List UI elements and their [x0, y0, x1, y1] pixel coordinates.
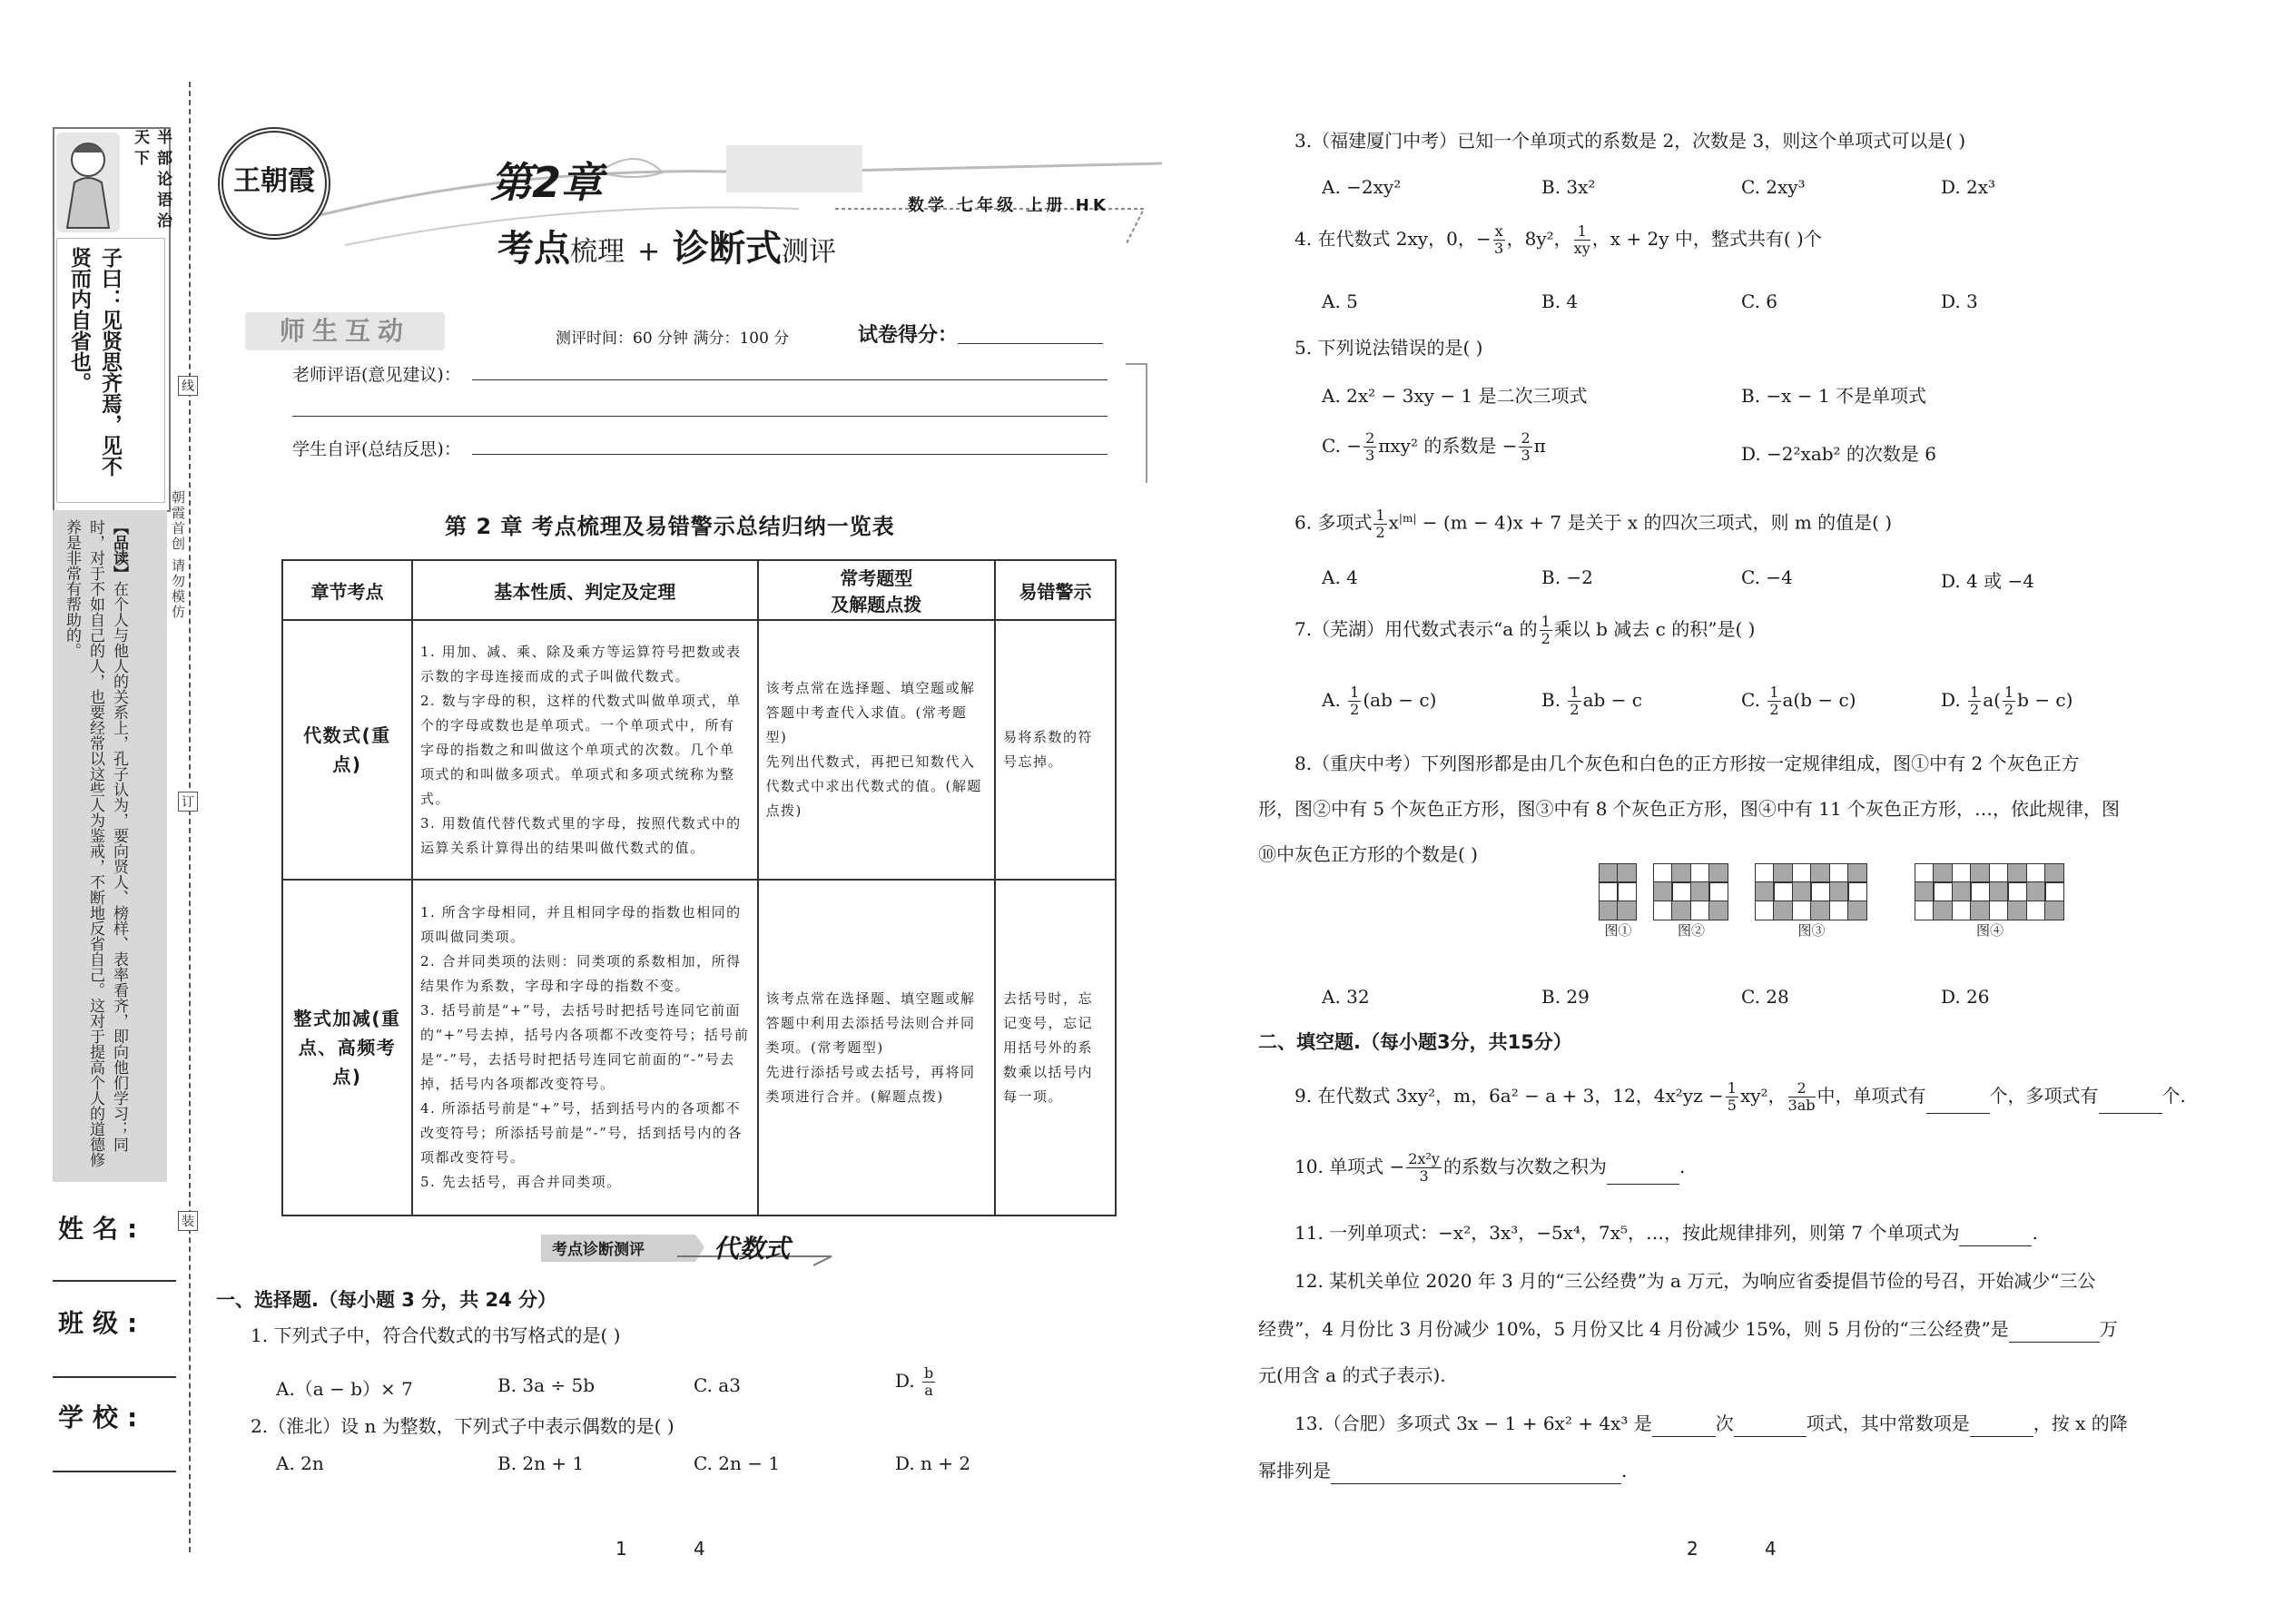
q9-c: 中，单项式有 — [1816, 1085, 1926, 1107]
frac-den: 3ab — [1787, 1097, 1816, 1114]
gray-square — [1915, 881, 1935, 901]
q7-option-d[interactable] — [1941, 684, 2072, 718]
gray-square — [2007, 901, 2027, 920]
q1-option-d-label: D. — [895, 1370, 915, 1392]
frac-den: 3 — [1494, 240, 1504, 257]
q8-figure-4 — [1915, 864, 2064, 940]
q1-option-a[interactable]: A.（a − b）× 7 — [276, 1378, 413, 1400]
q3-option-d[interactable]: D. 2x³ — [1941, 176, 1996, 198]
q9-blank-2[interactable] — [2099, 1086, 2162, 1114]
q8-option-d[interactable]: D. 26 — [1941, 986, 1990, 1008]
q6-stem-a: 6. 多项式 — [1295, 511, 1373, 534]
q13-blank-1[interactable] — [1652, 1409, 1716, 1437]
q1-option-d[interactable] — [895, 1365, 937, 1399]
q12-line3: 元(用含 a 的式子表示). — [1258, 1364, 1446, 1386]
part1-heading: 一、选择题.（每小题 3 分，共 24 分） — [216, 1289, 557, 1311]
gray-square — [1671, 901, 1691, 920]
q9-a: 9. 在代数式 3xy²，m，6a² − a + 3，12，4x²yz − — [1295, 1085, 1724, 1107]
white-square — [1989, 863, 2009, 883]
frac-num: 1 — [1727, 1079, 1737, 1097]
score-field[interactable] — [958, 343, 1103, 344]
subtitle-shuli: 梳理 — [570, 236, 625, 268]
pindu-body: 在个人与他人的关系上，孔子认为，要向贤人、榜样、表率看齐，即向他们学习；同时，对于不如自己的人，也要经常以这些人为鉴戒，不断地反省自己。这对于提高个人的道德修养是非常有帮助的。 — [63, 519, 128, 1167]
gray-square — [2007, 863, 2027, 883]
frac-den: 2 — [1570, 701, 1580, 718]
q12-line2b: 万 — [2099, 1318, 2118, 1340]
q1-option-b[interactable]: B. 3a ÷ 5b — [497, 1374, 596, 1396]
pindu-label: 【品读】 — [110, 519, 128, 581]
col-header-warning: 易错警示 — [995, 560, 1116, 620]
q4-option-b[interactable]: B. 4 — [1541, 290, 1579, 312]
q8-option-a[interactable]: A. 32 — [1322, 986, 1370, 1008]
score-label: 试卷得分： — [858, 324, 959, 347]
q12-line2 — [1258, 1314, 2118, 1343]
q5-option-a[interactable]: A. 2x² − 3xy − 1 是二次三项式 — [1322, 385, 1588, 407]
chapter-title: 第2章 — [490, 158, 604, 207]
pindu-text — [60, 519, 131, 1173]
q7-b-frac — [1568, 684, 1580, 718]
q13-blank-4[interactable] — [1331, 1456, 1621, 1484]
gray-square — [1847, 863, 1867, 883]
white-square — [1755, 863, 1775, 883]
frac-den: 3 — [1365, 447, 1375, 464]
q7-stem-b: 乘以 b 减去 c 的积”是( ) — [1553, 618, 1756, 640]
q4-option-c[interactable]: C. 6 — [1741, 290, 1778, 312]
decor-bracket — [1126, 363, 1147, 483]
table-title: 第 2 章 考点梳理及易错警示总结归纳一览表 — [445, 514, 895, 539]
white-square — [1952, 863, 1972, 883]
q2-option-d[interactable]: D. n + 2 — [895, 1452, 971, 1474]
student-comment-label: 学生自评(总结反思)： — [292, 439, 461, 459]
gray-square — [1755, 881, 1775, 901]
q7-option-b[interactable] — [1541, 684, 1642, 718]
frac-num: 1 — [1570, 684, 1580, 701]
school-label: 学校: — [58, 1403, 147, 1432]
gray-square — [1933, 901, 1953, 920]
q4-stem-b: ，8y²， — [1506, 228, 1572, 250]
q7-d-label: D. — [1941, 689, 1961, 711]
white-square — [1617, 881, 1637, 901]
fig-label: 图① — [1604, 921, 1632, 939]
gray-square — [2044, 863, 2064, 883]
q2-option-a[interactable]: A. 2n — [276, 1452, 324, 1474]
q9-frac-1 — [1726, 1080, 1738, 1114]
brand-logo — [218, 127, 330, 240]
page-subtitle — [497, 220, 836, 271]
q7-frac — [1540, 614, 1552, 647]
frac-den: xy — [1573, 240, 1590, 257]
subtitle-ceping: 测评 — [782, 236, 837, 268]
col-header-topic: 章节考点 — [282, 560, 412, 620]
gray-square — [1653, 881, 1673, 901]
q5-frac-2 — [1519, 430, 1531, 464]
white-square — [1847, 881, 1867, 901]
q13-a: 13.（合肥）多项式 3x − 1 + 6x² + 4x³ 是 — [1295, 1412, 1652, 1434]
row-topic: 整式加减(重点、高频考点) — [282, 880, 412, 1216]
frac-den: 2 — [2004, 701, 2014, 718]
frac-den: 3 — [1419, 1167, 1429, 1185]
q6-sup: |m| — [1398, 512, 1417, 525]
interaction-badge: 师生互动 — [245, 312, 445, 350]
row-properties: 1. 用加、减、乘、除及乘方等运算符号把数或表示数的字母连接而成的式子叫做代数式。 2. 数与字母的积，这样的代数式叫做单项式，单个的字母或数也是单项式。一个单项式中，所有字母的指数之和叫做这个单项式的次数。几个单项式的和叫做多项式。单项式和多项式统称为整式。 3. 用数值代替代数式里的字母，按照代数式中的运算关系计算得出的结果叫做代数式的值。 — [412, 620, 758, 880]
logo-text: 王朝霞 — [233, 165, 315, 197]
page-number-right-a: 2 — [1687, 1538, 1698, 1560]
q11-blank[interactable] — [1959, 1218, 2032, 1246]
fig-label: 图③ — [1797, 921, 1826, 939]
q10-a: 10. 单项式 − — [1295, 1156, 1405, 1177]
page-number-left-a: 1 — [615, 1538, 627, 1560]
row-tips: 该考点常在选择题、填空题或解答题中利用去添括号法则合并同类项。(常考题型) 先进行添括号或去括号，再将同类项进行合并。(解题点拨) — [758, 880, 995, 1216]
q9-d: 个，多项式有 — [1989, 1085, 2099, 1107]
white-square — [1970, 881, 1990, 901]
gray-square — [1829, 881, 1849, 901]
gray-square — [1952, 881, 1972, 901]
q13-blank-3[interactable] — [1970, 1409, 2033, 1437]
q13-e: 幂排列是 — [1258, 1460, 1331, 1481]
frac-num: 2x²y — [1408, 1150, 1440, 1167]
frac-num: 2 — [1788, 1080, 1816, 1097]
q5-c-a: C. − — [1322, 435, 1363, 457]
gray-square — [1810, 901, 1830, 920]
white-square — [1792, 901, 1812, 920]
q8-line1: 8.（重庆中考）下列图形都是由几个灰色和白色的正方形按一定规律组成，图①中有 2 个灰色正方 — [1295, 753, 2080, 774]
gray-square — [1773, 863, 1793, 883]
q1-option-d-frac — [922, 1365, 935, 1399]
white-square — [1952, 901, 1972, 920]
q7-d-frac-2 — [2003, 684, 2015, 718]
student-comment-field[interactable] — [472, 454, 1108, 455]
white-square — [1755, 901, 1775, 920]
q6-option-c[interactable]: C. −4 — [1741, 566, 1793, 588]
q2-option-b[interactable]: B. 2n + 1 — [497, 1452, 585, 1474]
frac-den: 2 — [1350, 701, 1360, 718]
gray-square — [1617, 863, 1637, 883]
gray-square — [1708, 863, 1728, 883]
q7-option-a[interactable] — [1322, 684, 1436, 718]
white-square — [1829, 863, 1849, 883]
teacher-comment-label: 老师评语(意见建议)： — [292, 365, 461, 385]
name-label: 姓名: — [58, 1214, 147, 1244]
white-square — [1653, 901, 1673, 920]
teacher-comment-field[interactable] — [472, 379, 1108, 380]
frac-num: 1 — [1769, 684, 1779, 701]
cut-mark-xian: 线 — [178, 376, 198, 396]
section-banner-topic: 代数式 — [714, 1234, 791, 1264]
q8-line2: 形，图②中有 5 个灰色正方形，图③中有 8 个灰色正方形，图④中有 11 个灰色正方形，…，依此规律，图 — [1258, 798, 2121, 820]
white-square — [1792, 863, 1812, 883]
row-tips: 该考点常在选择题、填空题或解答题中考查代入求值。(常考题型) 先列出代数式，再把已知数代入代数式中求出代数式的值。(解题点拨) — [758, 620, 995, 880]
q8-figure-2 — [1654, 864, 1728, 940]
section-banner — [541, 1229, 841, 1267]
summary-table — [281, 559, 1117, 1216]
copyright-warning: 朝霞首创 请勿模仿 — [170, 490, 186, 620]
col-header-properties: 基本性质、判定及定理 — [412, 560, 758, 620]
q7-c-body: a(b − c) — [1782, 689, 1856, 711]
q11-stem — [1295, 1218, 2038, 1246]
gray-square — [1708, 901, 1728, 920]
white-square — [1690, 901, 1710, 920]
white-square — [1708, 881, 1728, 901]
table-row — [282, 620, 1116, 880]
q12-blank[interactable] — [2009, 1314, 2100, 1343]
q8-option-b[interactable]: B. 29 — [1541, 986, 1590, 1008]
exam-info: 测评时间：60 分钟 满分：100 分 — [556, 330, 790, 348]
q7-stem-a: 7.（芜湖）用代数式表示“a 的 — [1295, 618, 1538, 640]
gray-square — [1792, 881, 1812, 901]
q6-option-b[interactable]: B. −2 — [1541, 566, 1593, 588]
q7-a-body: (ab − c) — [1363, 689, 1437, 711]
q13-b: 次 — [1715, 1412, 1734, 1434]
fig-label: 图② — [1677, 921, 1705, 939]
grade-meta: 数学 七年级 上册 HK — [908, 196, 1109, 215]
q7-c-label: C. — [1741, 689, 1760, 711]
frac-num: x — [1494, 222, 1503, 240]
q3-option-b[interactable]: B. 3x² — [1541, 176, 1596, 198]
row-topic: 代数式(重点) — [282, 620, 412, 880]
q1-option-c[interactable]: C. a3 — [694, 1374, 741, 1396]
gray-square — [1617, 901, 1637, 920]
gray-square — [1810, 863, 1830, 883]
q7-option-c[interactable] — [1741, 684, 1856, 718]
q9-b: xy²， — [1739, 1085, 1787, 1107]
q5-c-b: πxy² 的系数是 − — [1378, 435, 1518, 457]
class-field[interactable] — [53, 1376, 176, 1378]
table-header-row — [282, 560, 1116, 620]
q13-line2 — [1258, 1456, 1627, 1484]
white-square — [1671, 881, 1691, 901]
cut-mark-zhuang: 装 — [178, 1211, 198, 1231]
q7-a-label: A. — [1322, 689, 1341, 711]
q5-stem: 5. 下列说法错误的是( ) — [1295, 337, 1483, 359]
q5-option-c[interactable] — [1322, 430, 1546, 464]
q10-frac — [1406, 1151, 1442, 1185]
q13-d: ，按 x 的降 — [2033, 1412, 2128, 1434]
subtitle-plus: + — [636, 236, 661, 268]
frac-den: 5 — [1727, 1097, 1737, 1114]
frac-den: a — [924, 1382, 933, 1399]
q5-c-c: π — [1533, 435, 1546, 457]
row-warning: 去括号时，忘记变号，忘记用括号外的系数乘以括号内每一项。 — [995, 880, 1116, 1216]
name-field[interactable] — [53, 1280, 176, 1282]
q6-stem-c: − (m − 4)x + 7 是关于 x 的四次三项式，则 m 的值是( ) — [1416, 511, 1893, 534]
q13-c: 项式，其中常数项是 — [1806, 1412, 1970, 1434]
q9-blank-1[interactable] — [1926, 1086, 1990, 1114]
frac-num: b — [924, 1364, 934, 1382]
q2-option-c[interactable]: C. 2n − 1 — [694, 1452, 781, 1474]
white-square — [1653, 863, 1673, 883]
section-banner-label: 考点诊断测评 — [552, 1241, 645, 1259]
q4-frac-1-xy — [1574, 223, 1590, 257]
q4-frac-x-3 — [1493, 223, 1505, 257]
gray-square — [1690, 881, 1710, 901]
q13-blank-2[interactable] — [1734, 1409, 1807, 1437]
gray-square — [1773, 901, 1793, 920]
q6-option-a[interactable]: A. 4 — [1322, 566, 1358, 588]
q7-d-body: a( — [1983, 689, 2001, 711]
q6-frac — [1373, 507, 1386, 541]
q11-b: . — [2032, 1222, 2038, 1244]
row-properties: 1. 所含字母相同，并且相同字母的指数也相同的项叫做同类项。 2. 合并同类项的法则：同类项的系数相加，所得结果作为系数，字母和字母的指数不变。 3. 括号前是“+”号，去括号时把括号连同它前面的“+”号去掉，括号内各项都不改变符号；括号前是“-”号，去括号时把括号连同它前面的“-”号去掉，括号内各项都改变符号。 4. 所添括号前是“+”号，括到括号内的各项都不改变符号；所添括号前是“-”号，括到括号内的各项都改变符号。 5. 先去括号，再合并同类项。 — [412, 880, 758, 1216]
table-row — [282, 880, 1116, 1216]
frac-den: 2 — [1541, 630, 1551, 647]
frac-num: 1 — [1350, 684, 1360, 701]
q2-stem: 2.（淮北）设 n 为整数，下列式子中表示偶数的是( ) — [251, 1415, 674, 1437]
white-square — [2044, 881, 2064, 901]
frac-num: 2 — [1521, 429, 1531, 447]
q10-c: . — [1679, 1156, 1686, 1177]
q8-figure-3 — [1756, 864, 1867, 940]
q7-a-frac — [1348, 684, 1361, 718]
frac-num: 2 — [1365, 429, 1375, 447]
frac-den: 2 — [1375, 523, 1385, 541]
confucius-illustration-icon — [56, 133, 120, 232]
frac-num: 1 — [1541, 613, 1551, 630]
q7-b-body: ab − c — [1582, 689, 1643, 711]
q4-stem — [1295, 223, 1822, 257]
q4-option-a[interactable]: A. 5 — [1322, 290, 1358, 312]
q4-option-d[interactable]: D. 3 — [1941, 290, 1978, 312]
gray-square — [1933, 863, 1953, 883]
teacher-comment-field-2[interactable] — [292, 416, 1108, 417]
part2-heading: 二、填空题.（每小题3分，共15分） — [1258, 1031, 1572, 1053]
gray-square — [1970, 901, 1990, 920]
q4-stem-a: 4. 在代数式 2xy，0，− — [1295, 228, 1492, 250]
gray-square — [1671, 863, 1691, 883]
white-square — [1915, 901, 1935, 920]
white-square — [1690, 863, 1710, 883]
q9-stem — [1295, 1080, 2186, 1114]
frac-den: 2 — [1970, 701, 1980, 718]
frac-num: 1 — [1970, 684, 1980, 701]
gray-square — [1847, 901, 1867, 920]
q10-b: 的系数与次数之积为 — [1442, 1156, 1607, 1177]
q13-f: . — [1621, 1460, 1628, 1481]
frac-den: 3 — [1521, 447, 1531, 464]
q13-line1 — [1295, 1409, 2128, 1437]
cut-mark-ding: 订 — [178, 792, 198, 812]
q6-stem-b: x — [1388, 511, 1399, 534]
white-square — [1599, 881, 1619, 901]
q10-stem — [1295, 1151, 1685, 1185]
gray-square — [1599, 901, 1619, 920]
confucius-quote: 子曰：见贤思齐焉，见不贤而内自省也。 — [67, 247, 122, 477]
school-field[interactable] — [53, 1471, 176, 1472]
row-warning: 易将系数的符号忘掉。 — [995, 620, 1116, 880]
q8-line3: ⑩中灰色正方形的个数是( ) — [1258, 843, 1478, 865]
class-label: 班级: — [58, 1308, 147, 1338]
white-square — [1915, 863, 1935, 883]
q7-b-label: B. — [1541, 689, 1561, 711]
frac-num: 1 — [1375, 506, 1385, 524]
white-square — [1810, 881, 1830, 901]
cut-line — [189, 82, 191, 1552]
white-square — [1933, 881, 1953, 901]
gray-square — [1989, 881, 2009, 901]
q6-stem — [1295, 505, 1892, 541]
subtitle-zhenduanshi: 诊断式 — [673, 228, 783, 270]
white-square — [1773, 881, 1793, 901]
q3-option-c[interactable]: C. 2xy³ — [1741, 176, 1806, 198]
gray-square — [1970, 863, 1990, 883]
q10-blank[interactable] — [1607, 1156, 1679, 1185]
frac-den: 2 — [1769, 701, 1779, 718]
subtitle-kaodian: 考点 — [497, 228, 570, 270]
q7-c-frac — [1767, 684, 1780, 718]
gray-square — [2026, 881, 2046, 901]
sage-title: 半部论语治天下 — [131, 129, 172, 233]
gray-square — [1599, 863, 1619, 883]
q8-option-c[interactable]: C. 28 — [1741, 986, 1789, 1008]
frac-num: 1 — [1574, 223, 1590, 241]
q6-option-d[interactable]: D. 4 或 −4 — [1941, 570, 2034, 592]
q9-frac-2 — [1788, 1080, 1816, 1114]
q11-a: 11. 一列单项式：−x²，3x³，−5x⁴，7x⁵，…，按此规律排列，则第 7 个单项式为 — [1295, 1222, 1960, 1244]
q5-option-b[interactable]: B. −x − 1 不是单项式 — [1741, 385, 1927, 407]
q9-e: 个. — [2161, 1085, 2186, 1107]
q3-option-a[interactable]: A. −2xy² — [1322, 176, 1402, 198]
fig-label: 图④ — [1975, 921, 2004, 939]
q12-line1: 12. 某机关单位 2020 年 3 月的“三公经费”为 a 万元，为响应省委提倡节俭的号召，开始减少“三公 — [1295, 1270, 2096, 1292]
q4-stem-c: ，x + 2y 中，整式共有( )个 — [1591, 228, 1822, 250]
page-number-left-b: 4 — [694, 1538, 705, 1560]
q1-stem: 1. 下列式子中，符合代数式的书写格式的是( ) — [251, 1324, 621, 1346]
white-square — [2026, 901, 2046, 920]
gray-square — [2044, 901, 2064, 920]
q8-figure-1 — [1600, 864, 1637, 940]
frac-num: 1 — [2004, 684, 2014, 701]
q7-stem — [1295, 614, 1755, 647]
white-square — [2026, 863, 2046, 883]
white-square — [2007, 881, 2027, 901]
q5-option-d[interactable]: D. −2²xab² 的次数是 6 — [1741, 443, 1936, 465]
white-square — [1829, 901, 1849, 920]
page-number-right-b: 4 — [1765, 1538, 1777, 1560]
q5-frac — [1364, 430, 1376, 464]
q7-d-body-2: b − c) — [2017, 689, 2073, 711]
white-square — [1989, 901, 2009, 920]
q12-line2a: 经费”，4 月份比 3 月份减少 10%，5 月份又比 4 月份减少 15%，则 5 月份的“三公经费”是 — [1258, 1318, 2009, 1340]
col-header-tips: 常考题型 及解题点拨 — [758, 560, 995, 620]
q7-d-frac — [1968, 684, 1981, 718]
q3-stem: 3.（福建厦门中考）已知一个单项式的系数是 2，次数是 3，则这个单项式可以是( ) — [1295, 130, 1966, 152]
